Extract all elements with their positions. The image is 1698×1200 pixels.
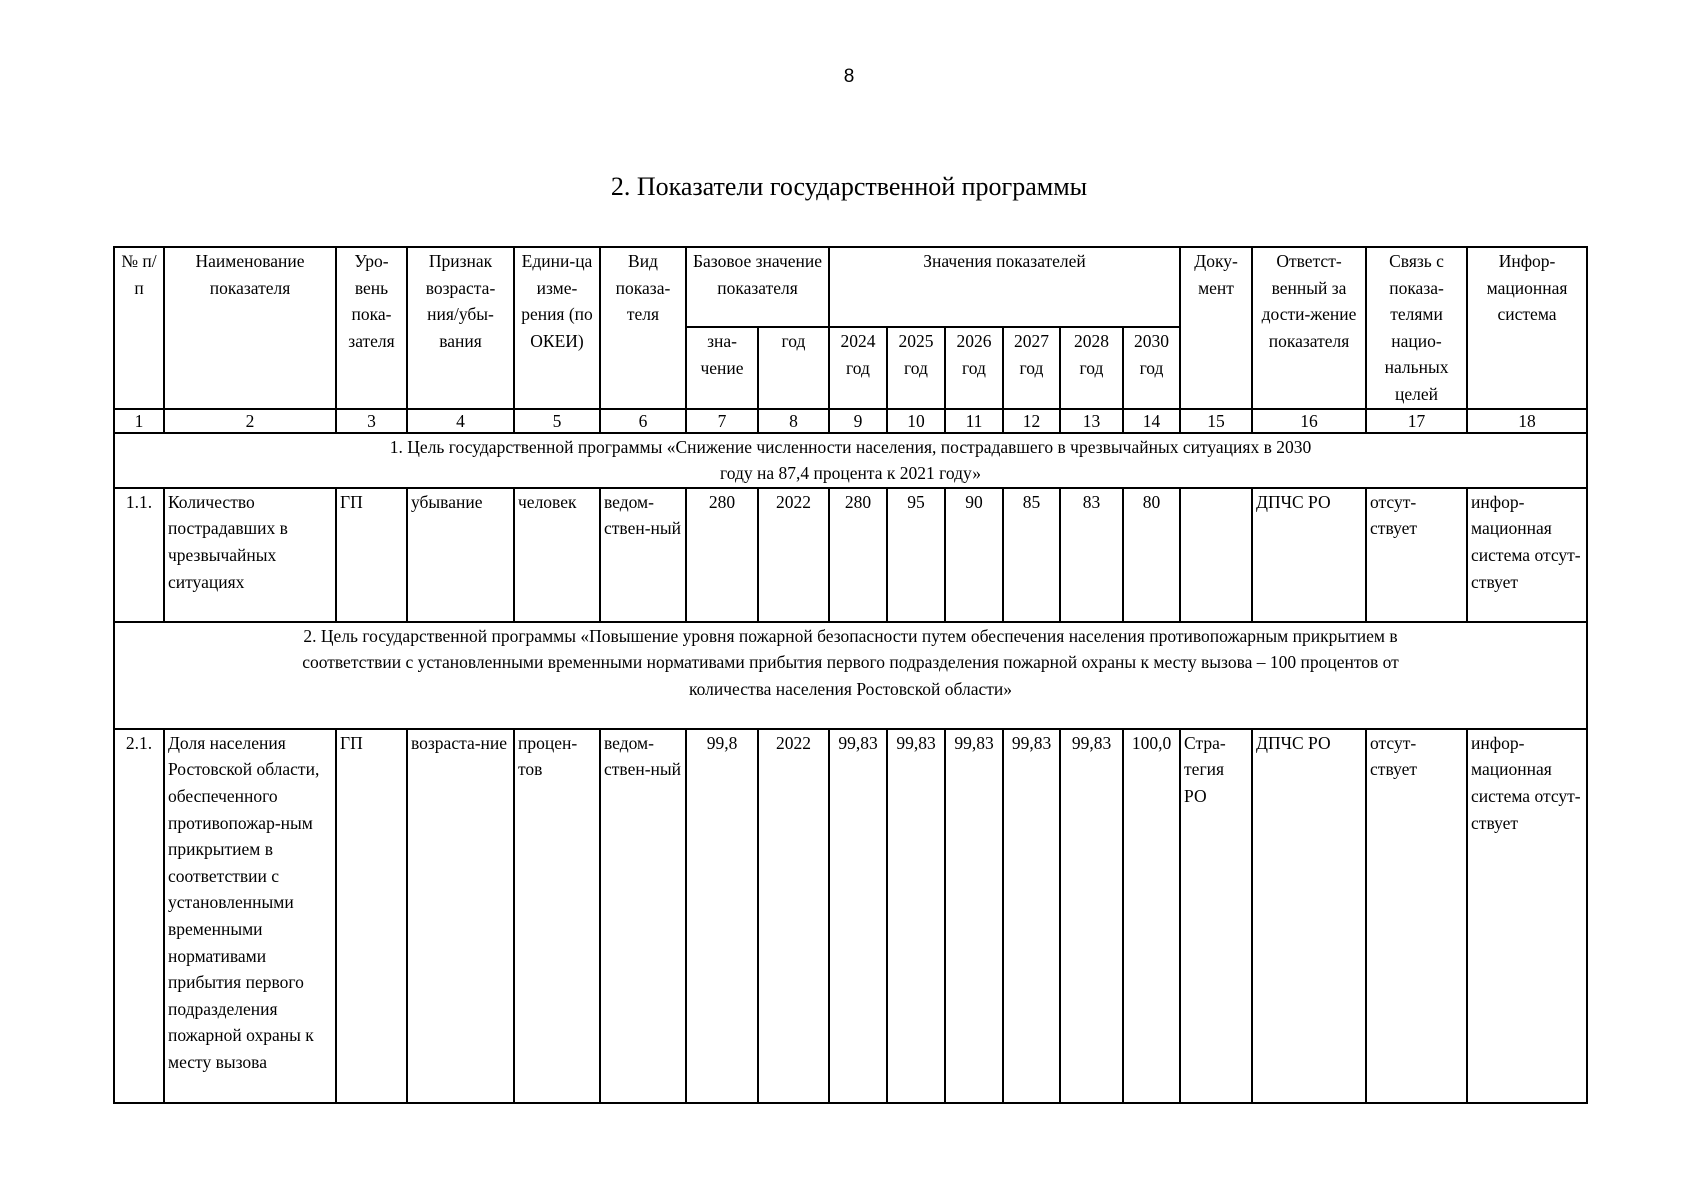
header-base-value: зна-чение bbox=[686, 327, 758, 409]
indicator-level: ГП bbox=[336, 729, 407, 1103]
indicator-link: отсут-ствует bbox=[1366, 488, 1467, 622]
column-number: 7 bbox=[686, 409, 758, 433]
indicator-value-2026: 90 bbox=[945, 488, 1003, 622]
indicator-value-2027: 99,83 bbox=[1003, 729, 1060, 1103]
indicator-document: Стра-тегия РО bbox=[1180, 729, 1252, 1103]
header-year-2026: 2026 год bbox=[945, 327, 1003, 409]
header-info-system: Инфор-мационная система bbox=[1467, 247, 1587, 409]
indicator-value-2030: 100,0 bbox=[1123, 729, 1180, 1103]
indicator-row bbox=[114, 729, 1587, 1103]
indicator-value-2024: 99,83 bbox=[829, 729, 887, 1103]
header-name: Наименование показателя bbox=[164, 247, 336, 409]
indicator-unit: процен-тов bbox=[514, 729, 600, 1103]
header-type: Вид показа-теля bbox=[600, 247, 686, 409]
indicator-base-value: 99,8 bbox=[686, 729, 758, 1103]
indicator-no: 2.1. bbox=[114, 729, 164, 1103]
indicator-value-2025: 95 bbox=[887, 488, 945, 622]
column-number: 15 bbox=[1180, 409, 1252, 433]
indicator-responsible: ДПЧС РО bbox=[1252, 488, 1366, 622]
column-number: 11 bbox=[945, 409, 1003, 433]
goal-row bbox=[114, 433, 1587, 488]
indicator-responsible: ДПЧС РО bbox=[1252, 729, 1366, 1103]
indicator-name: Доля населения Ростовской области, обеспеченного противопожар-ным прикрытием в соответствии с установленными временными нормативами прибытия первого подразделения пожарной охраны к месту вызова bbox=[164, 729, 336, 1103]
indicator-type: ведом-ствен-ный bbox=[600, 729, 686, 1103]
column-number: 16 bbox=[1252, 409, 1366, 433]
column-number-row bbox=[114, 409, 1587, 433]
indicator-no: 1.1. bbox=[114, 488, 164, 622]
column-number: 18 bbox=[1467, 409, 1587, 433]
indicator-unit: человек bbox=[514, 488, 600, 622]
column-number: 8 bbox=[758, 409, 829, 433]
indicator-trend: возраста-ние bbox=[407, 729, 514, 1103]
column-number: 6 bbox=[600, 409, 686, 433]
indicator-value-2024: 280 bbox=[829, 488, 887, 622]
header-year-2027: 2027 год bbox=[1003, 327, 1060, 409]
indicator-base-year: 2022 bbox=[758, 488, 829, 622]
header-year-2025: 2025 год bbox=[887, 327, 945, 409]
header-base: Базовое значение показателя bbox=[686, 247, 829, 327]
column-number: 13 bbox=[1060, 409, 1123, 433]
header-trend: Признак возраста-ния/убы-вания bbox=[407, 247, 514, 409]
column-number: 5 bbox=[514, 409, 600, 433]
indicator-value-2025: 99,83 bbox=[887, 729, 945, 1103]
header-link: Связь с показа-телями нацио-нальных целей bbox=[1366, 247, 1467, 409]
indicator-value-2028: 83 bbox=[1060, 488, 1123, 622]
column-number: 3 bbox=[336, 409, 407, 433]
goal-1-text: 1. Цель государственной программы «Снижение численности населения, пострадавшего в чрезвычайных ситуациях в 2030 году на 87,4 процента к 2021 году» bbox=[114, 433, 1587, 488]
page-number: 8 bbox=[843, 66, 855, 87]
column-number: 12 bbox=[1003, 409, 1060, 433]
column-number: 2 bbox=[164, 409, 336, 433]
indicator-link: отсут-ствует bbox=[1366, 729, 1467, 1103]
header-base-year: год bbox=[758, 327, 829, 409]
goal-2-text: 2. Цель государственной программы «Повышение уровня пожарной безопасности путем обеспечения населения противопожарным прикрытием в соответствии с установленными временными нормативами прибытия первого подразделения пожарной охраны к месту вызова – 100 процентов от количества населения Ростовской области» bbox=[114, 622, 1587, 729]
indicator-value-2030: 80 bbox=[1123, 488, 1180, 622]
column-number: 4 bbox=[407, 409, 514, 433]
goal-row bbox=[114, 622, 1587, 729]
indicator-row bbox=[114, 488, 1587, 622]
indicator-value-2026: 99,83 bbox=[945, 729, 1003, 1103]
header-values: Значения показателей bbox=[829, 247, 1180, 327]
header-no: № п/п bbox=[114, 247, 164, 409]
header-year-2028: 2028 год bbox=[1060, 327, 1123, 409]
column-number: 10 bbox=[887, 409, 945, 433]
header-document: Доку-мент bbox=[1180, 247, 1252, 409]
header-responsible: Ответст-венный за дости-жение показателя bbox=[1252, 247, 1366, 409]
indicator-type: ведом-ствен-ный bbox=[600, 488, 686, 622]
indicator-info-system: инфор-мационная система отсут-ствует bbox=[1467, 729, 1587, 1103]
column-number: 17 bbox=[1366, 409, 1467, 433]
indicator-info-system: инфор-мационная система отсут-ствует bbox=[1467, 488, 1587, 622]
header-row bbox=[114, 247, 1587, 327]
header-unit: Едини-ца изме-рения (по ОКЕИ) bbox=[514, 247, 600, 409]
indicator-document bbox=[1180, 488, 1252, 622]
indicator-value-2027: 85 bbox=[1003, 488, 1060, 622]
indicator-trend: убывание bbox=[407, 488, 514, 622]
indicator-name: Количество пострадавших в чрезвычайных ситуациях bbox=[164, 488, 336, 622]
column-number: 9 bbox=[829, 409, 887, 433]
header-year-2030: 2030 год bbox=[1123, 327, 1180, 409]
header-year-2024: 2024 год bbox=[829, 327, 887, 409]
column-number: 1 bbox=[114, 409, 164, 433]
indicators-table bbox=[113, 246, 1588, 1104]
indicator-level: ГП bbox=[336, 488, 407, 622]
header-level: Уро-вень пока-зателя bbox=[336, 247, 407, 409]
indicator-base-value: 280 bbox=[686, 488, 758, 622]
indicator-base-year: 2022 bbox=[758, 729, 829, 1103]
column-number: 14 bbox=[1123, 409, 1180, 433]
indicator-value-2028: 99,83 bbox=[1060, 729, 1123, 1103]
page-title: 2. Показатели государственной программы bbox=[610, 172, 1088, 201]
